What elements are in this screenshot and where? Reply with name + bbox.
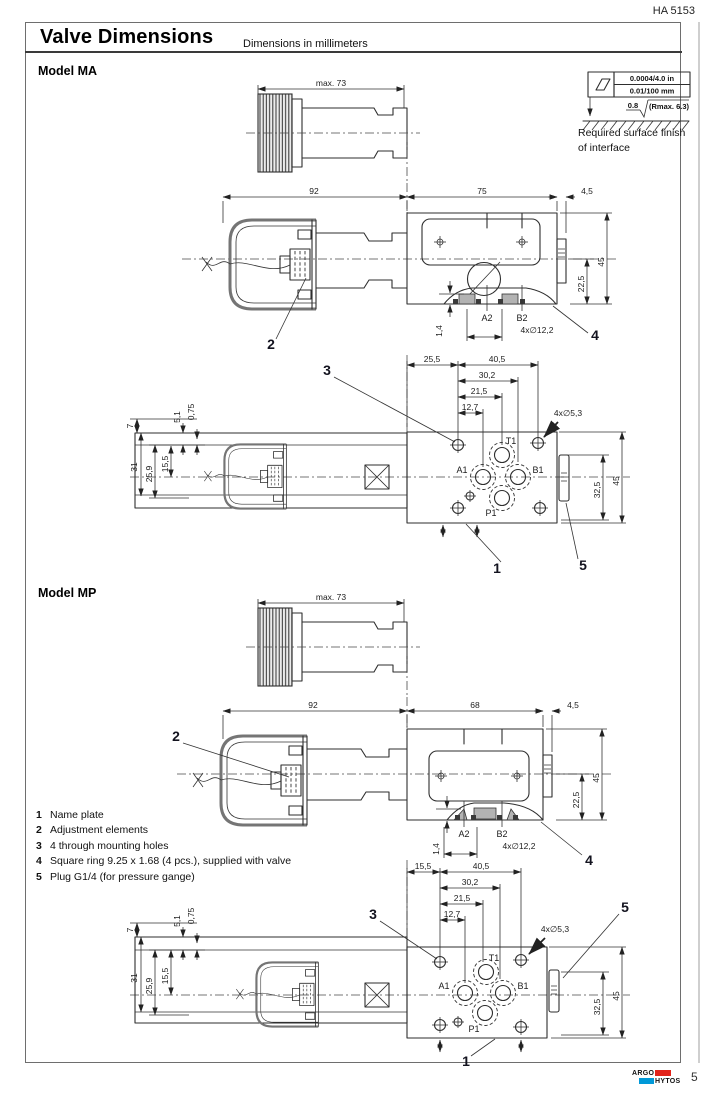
mp-knob-drawing [230,592,425,698]
svg-text:15,5: 15,5 [414,861,432,871]
logo-text-hytos: HYTOS [655,1077,681,1085]
svg-text:max. 73: max. 73 [315,78,347,88]
svg-text:15,5: 15,5 [160,967,170,985]
right-dims [549,947,626,1038]
top-dims [407,355,582,467]
svg-text:12,7: 12,7 [443,909,461,919]
ma-top-view [125,355,635,580]
bolt-hole [516,236,528,248]
right-dims [560,213,612,304]
ma-knob-drawing [230,78,425,184]
svg-text:7: 7 [125,423,135,429]
bolt-hole [434,236,446,248]
callout-4: 4 [591,327,599,343]
svg-text:25,9: 25,9 [144,977,154,995]
surface-finish-caption: Required surface finish of interface [578,127,686,154]
mounting-hole [432,1017,448,1033]
svg-text:92: 92 [309,186,319,196]
svg-text:40,5: 40,5 [472,861,490,871]
page-number: 5 [691,1070,698,1084]
flatness-mm: 0.01/100 mm [629,86,675,96]
port-b1-label: B1 [517,981,529,991]
title-rule [25,51,682,53]
mounting-hole [513,952,529,968]
callout-5: 5 [621,899,629,915]
port-t1 [490,443,515,468]
svg-text:0,75: 0,75 [186,403,196,421]
mounting-hole [532,500,548,516]
argo-hytos-logo [632,1069,681,1085]
right-dims [546,729,607,820]
port-b1-label: B1 [532,465,544,475]
callout-3: 3 [369,906,377,922]
logo-blue-block [639,1078,654,1084]
valve-body [407,729,552,820]
port-a1 [453,981,478,1006]
seal-wire-icon [204,471,211,481]
svg-text:1,4: 1,4 [434,325,444,337]
roughness-value: 0.8 [627,101,639,110]
svg-text:21,5: 21,5 [470,386,488,396]
callouts [323,362,587,576]
seal-wire-icon [236,989,243,999]
valve-stem [307,749,407,800]
legend-item: 4 Square ring 9.25 x 1.68 (4 pcs.), supplied with valve [36,855,292,868]
callout-1: 1 [462,1053,470,1069]
holes-label: 4x∅12,2 [502,841,536,851]
port-b2-label: B2 [496,829,508,839]
valve-stem [316,233,407,288]
port-b1 [491,981,516,1006]
svg-text:max. 73: max. 73 [315,592,347,602]
model-mp-heading: Model MP [38,586,97,600]
callout-1: 1 [493,560,501,576]
mounting-hole [513,1019,529,1035]
svg-text:32,5: 32,5 [592,481,602,499]
page-subtitle: Dimensions in millimeters [243,38,368,50]
mounting-hole [530,435,546,451]
adjustment-lever [204,444,286,508]
svg-text:40,5: 40,5 [488,355,506,364]
port-b2-label: B2 [516,313,528,323]
holes-label: 4x∅5,3 [553,408,583,418]
svg-text:4,5: 4,5 [567,700,579,710]
mounting-plate [365,947,559,1052]
svg-text:5,1: 5,1 [172,915,182,927]
left-dims [125,403,205,498]
adjustment-lever [236,962,318,1026]
svg-text:32,5: 32,5 [592,998,602,1016]
callout-4: 4 [585,852,593,868]
port-a1-label: A1 [456,465,468,475]
port-t1-label: T1 [488,953,500,963]
callout-3: 3 [323,362,331,378]
callout-2: 2 [172,728,180,744]
port-p1 [473,1001,498,1026]
port-p1 [490,486,515,511]
svg-text:25,5: 25,5 [423,355,441,364]
doc-number: HA 5153 [652,5,695,17]
svg-text:45: 45 [611,991,621,1001]
callouts [369,899,629,1069]
flatness-in: 0.0004/4.0 in [629,74,675,83]
svg-text:25,9: 25,9 [144,465,154,483]
mounting-plate [365,432,569,537]
valve-body [407,213,566,304]
legend-item: 5 Plug G1/4 (for pressure gange) [36,870,195,883]
svg-text:22,5: 22,5 [576,275,586,293]
svg-text:4,5: 4,5 [581,186,593,196]
page-title: Valve Dimensions [40,26,214,48]
bottom-dims [431,796,477,858]
svg-text:31: 31 [129,462,139,472]
ma-side-view [154,183,629,355]
port-p1-label: P1 [468,1024,480,1034]
svg-text:31: 31 [129,973,139,983]
svg-text:92: 92 [308,700,318,710]
svg-text:45: 45 [611,476,621,486]
logo-red-block [655,1070,671,1076]
square-ring-seals [447,801,543,851]
plug-g14 [559,455,569,501]
svg-text:12,7: 12,7 [461,402,479,412]
bolt-hole [435,770,447,782]
pin-hole [452,1016,464,1028]
square-ring-seals [444,285,556,335]
svg-text:22,5: 22,5 [571,791,581,809]
svg-text:45: 45 [596,257,606,267]
svg-text:7: 7 [125,927,135,933]
svg-text:75: 75 [477,186,487,196]
port-a2-label: A2 [481,313,493,323]
callout-2: 2 [267,336,275,352]
page-edge-line [698,22,700,1063]
port-t1-label: T1 [505,436,517,446]
svg-text:0,75: 0,75 [186,907,196,925]
callout-5: 5 [579,557,587,573]
svg-text:68: 68 [470,700,480,710]
plug-g14 [549,970,559,1012]
top-dims [223,700,579,752]
legend-item: 1 Name plate [36,809,104,821]
port-t1 [474,960,499,985]
port-p1-label: P1 [485,508,497,518]
rmax-value: (Rmax. 6.3) [648,102,690,111]
mounting-hole [450,500,466,516]
port-a1-label: A1 [438,981,450,991]
model-ma-heading: Model MA [38,64,98,78]
logo-text-argo: ARGO [632,1069,655,1077]
left-dims [125,907,205,1015]
bottom-dims [434,281,502,341]
port-a2-label: A2 [458,829,470,839]
legend-item: 2 Adjustment elements [36,824,149,837]
svg-text:30,2: 30,2 [478,370,496,380]
holes-label: 4x∅12,2 [520,325,554,335]
mp-top-view [125,860,635,1072]
svg-text:30,2: 30,2 [461,877,479,887]
svg-text:21,5: 21,5 [453,893,471,903]
svg-text:5,1: 5,1 [172,411,182,423]
legend-item: 3 4 through mounting holes [36,839,169,852]
svg-text:15,5: 15,5 [160,455,170,473]
seal-wire-icon [193,773,203,787]
callouts [267,278,599,352]
roughness-mark [626,100,690,117]
holes-label: 4x∅5,3 [540,924,570,934]
svg-text:45: 45 [591,773,601,783]
pin-hole [464,490,476,502]
mounting-hole [432,954,448,970]
surface-finish-symbol [570,70,692,132]
mounting-hole [450,437,466,453]
svg-text:1,4: 1,4 [431,843,441,855]
bolt-hole [511,770,523,782]
adjustment-lever [202,220,316,309]
